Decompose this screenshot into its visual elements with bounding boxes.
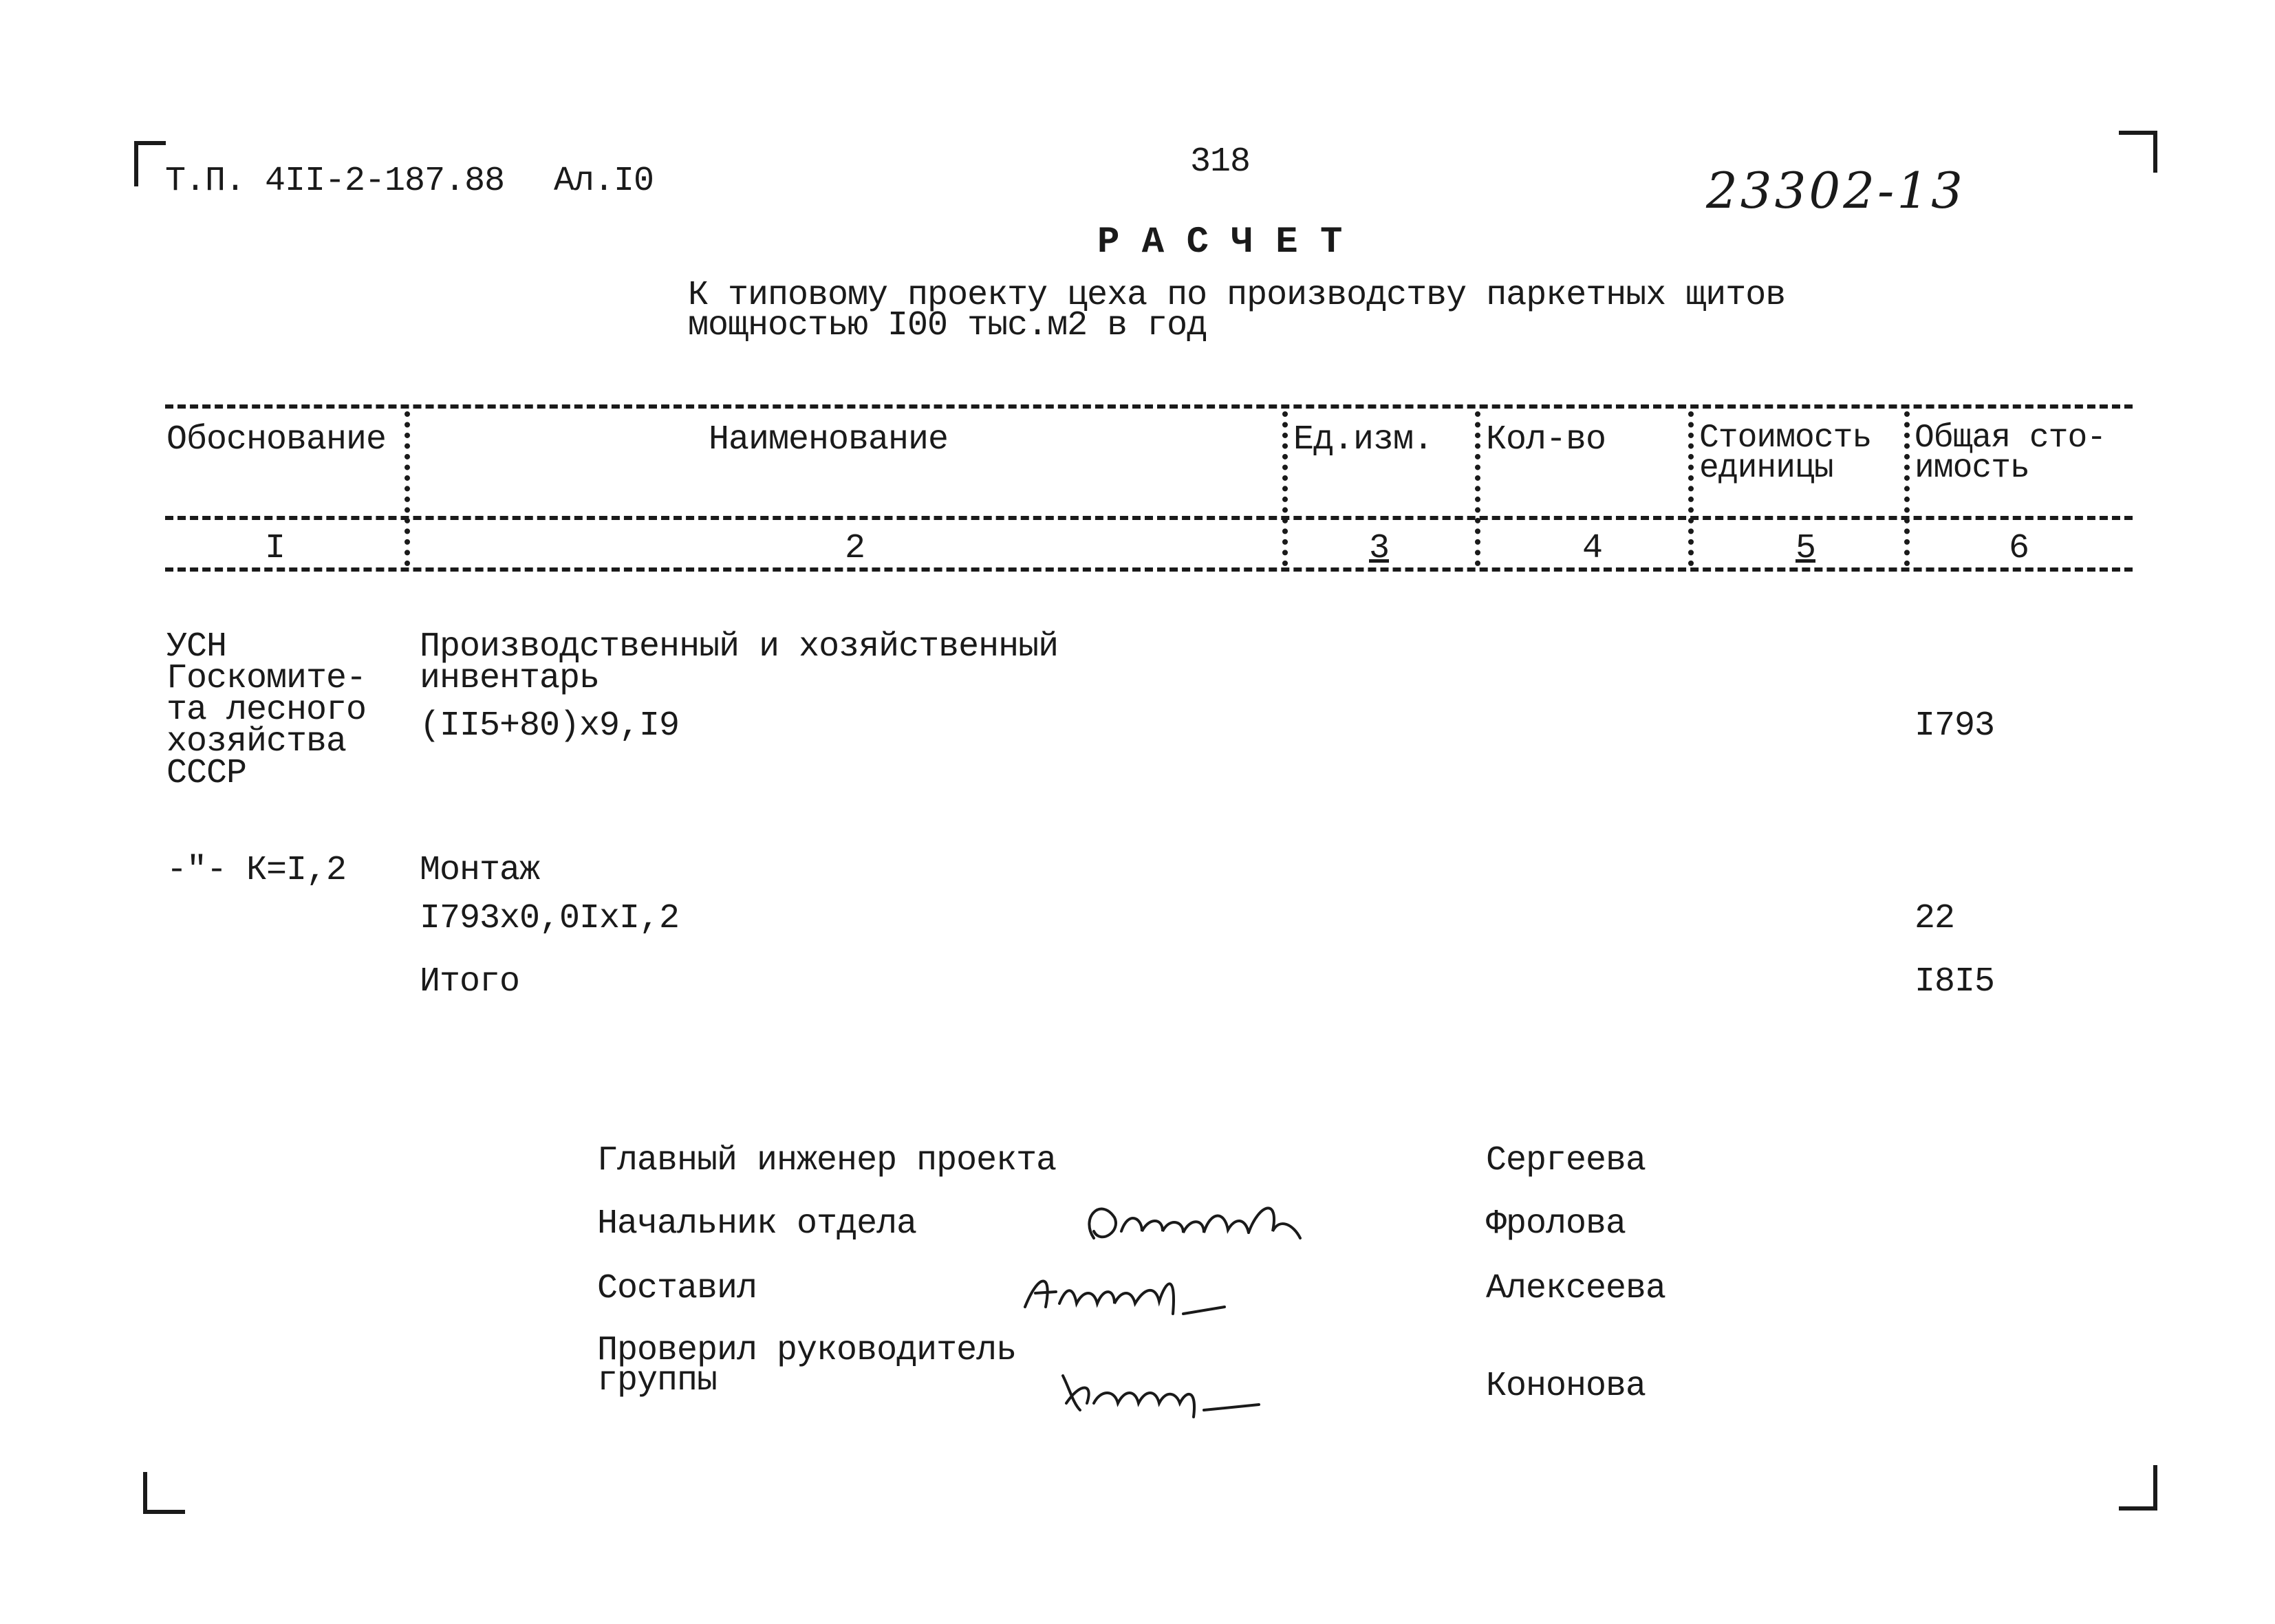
table-rule-middle <box>165 516 2133 520</box>
inventory-number: 23302-13 <box>1706 162 1965 219</box>
corner-mark-bottom-left <box>143 1472 185 1514</box>
table-row-formula: (II5+80)x9,I9 <box>420 706 680 746</box>
signature-name: Сергеева <box>1486 1141 1646 1180</box>
column-header-unit-cost: Стоимость единицы <box>1699 420 1872 487</box>
signature-name: Фролова <box>1486 1204 1626 1244</box>
table-row-formula: I793x0,0IxI,2 <box>420 899 680 938</box>
table-row-total: I8I5 <box>1915 962 1995 1002</box>
column-number: 5 <box>1796 529 1816 568</box>
handwritten-signature <box>1018 1259 1245 1328</box>
column-separator <box>1688 411 1694 566</box>
table-row-basis: -"- К=I,2 <box>166 851 347 890</box>
corner-mark-top-left <box>134 141 166 186</box>
table-rule-bottom <box>165 567 2133 572</box>
column-separator <box>1904 411 1910 566</box>
signature-role: Начальник отдела <box>597 1204 917 1244</box>
signature-role: Главный инженер проекта <box>597 1141 1057 1180</box>
table-row-total: I793 <box>1915 706 1995 746</box>
table-row-name: Производственный и хозяйственный инвентарь <box>420 627 1059 698</box>
table-row-basis: УСН Госкомите- та лесного хозяйства СССР <box>166 627 367 793</box>
document-title: Р А С Ч Е Т <box>1097 221 1343 263</box>
document-subtitle-line-2: мощностью I00 тыс.м2 в год <box>688 306 1207 345</box>
handwritten-signature <box>1053 1362 1273 1424</box>
column-header-basis: Обоснование <box>166 420 387 459</box>
table-row-name: Итого <box>420 962 520 1002</box>
doc-reference: Т.П. 4II-2-187.88 <box>165 162 505 201</box>
table-row-total: 22 <box>1915 899 1955 938</box>
handwritten-signature <box>1073 1190 1321 1266</box>
document-subtitle-line-1: К типовому проекту цеха по производству паркетных щитов <box>688 276 1786 315</box>
signature-role: Составил <box>597 1269 757 1308</box>
signature-name: Кононова <box>1486 1367 1646 1406</box>
column-number: 3 <box>1369 529 1390 568</box>
table-rule-top <box>165 404 2133 409</box>
column-separator <box>1282 411 1288 566</box>
column-number: I <box>265 529 285 568</box>
signature-name: Алексеева <box>1486 1269 1666 1308</box>
column-separator <box>405 411 410 566</box>
column-separator <box>1475 411 1480 566</box>
column-number: 4 <box>1582 529 1603 568</box>
table-row-name: Монтаж <box>420 851 540 890</box>
signature-role: Проверил руководитель группы <box>597 1331 1017 1400</box>
column-header-unit: Ед.изм. <box>1293 420 1434 459</box>
column-header-total-cost: Общая сто- имость <box>1915 420 2106 487</box>
column-number: 6 <box>2009 529 2029 568</box>
album-number: Ал.I0 <box>554 162 654 201</box>
column-header-name: Наименование <box>709 420 949 459</box>
corner-mark-top-right <box>2119 131 2157 173</box>
page-number: 318 <box>1190 142 1251 182</box>
corner-mark-bottom-right <box>2119 1465 2157 1511</box>
column-number: 2 <box>845 529 865 568</box>
column-header-quantity: Кол-во <box>1486 420 1606 459</box>
